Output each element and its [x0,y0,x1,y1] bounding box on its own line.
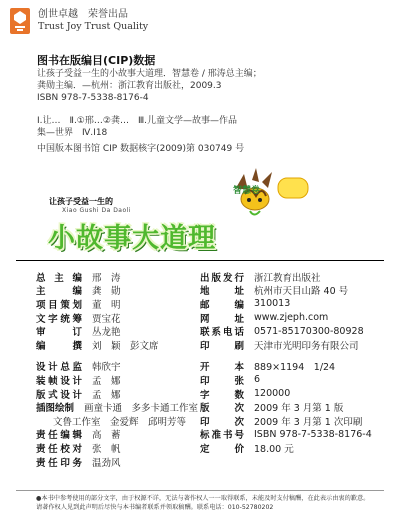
pubinfo-label: 联系电话 [200,327,244,339]
pubinfo-label: 网址 [200,313,244,325]
credit-role: 责任编辑 [36,430,82,442]
pubinfo-row [200,324,395,338]
publisher-slogan: 创世卓越 荣誉出品 [38,9,128,20]
credit-row [36,324,186,338]
credit-row [36,311,186,325]
publisher-tag [38,9,148,33]
credit-row [36,270,186,284]
credit-person: 丛龙艳 [92,327,121,339]
credit-person: 孟 娜 [92,375,121,387]
pubinfo-value: 杭州市天目山路 40 号 [254,286,349,298]
pubinfo-row [200,338,395,352]
credit-row [36,428,186,442]
pubinfo-label: 字数 [200,389,244,401]
pubinfo-value: ISBN 978-7-5338-8176-4 [254,428,372,440]
cip-record-number: 中国版本图书馆 CIP 数据核字(2009)第 030749 号 [37,144,245,155]
credit-role: 主编 [36,286,82,298]
credit-person: 温劲风 [92,457,121,469]
credit-person: 韩欣宇 [92,362,121,374]
cip-isbn: ISBN 978-7-5338-8176-4 [37,93,149,104]
credit-role: 项目策划 [36,299,82,311]
credit-row [36,400,199,415]
pubinfo-value: 310013 [254,298,291,310]
credit-role: 版式设计 [36,389,82,401]
pubinfo-row [200,373,395,387]
cip-line: 龚勋主编．—杭州：浙江教育出版社，2009.3 [37,81,222,92]
pubinfo-label: 邮编 [200,299,244,311]
credit-person: 董 明 [92,299,121,311]
pubinfo-label: 地址 [200,286,244,298]
notice-line: ●本书中参考使用的部分文字，由于权源不详，无法与著作权人一一取得联系，未能及时支付稿酬，在此表示由衷的歉意。 [36,495,370,502]
credit-row [36,338,186,352]
pubinfo-value: 0571-85170300-80928 [254,325,364,337]
pubinfo-label: 印刷 [200,340,244,352]
pubinfo-value: 2009 年 3 月第 1 次印刷 [254,416,363,428]
pubinfo-row [200,360,395,374]
credit-role: 文字统筹 [36,313,82,325]
credit-row [36,373,186,387]
pubinfo-row [200,311,395,325]
pubinfo-row [200,414,395,428]
cip-line: 让孩子受益一生的小故事大道理．智慧卷 / 邢涛总主编； [37,69,262,79]
pubinfo-value: 6 [254,374,261,386]
pubinfo-label: 版次 [200,403,244,415]
copyright-notice [36,494,386,512]
credit-row [36,455,186,469]
book-pinyin: Xiao Gushi Da Daoli [62,207,131,214]
pubinfo-row [200,400,395,414]
pubinfo-label: 印张 [200,375,244,387]
pubinfo-value: 浙江教育出版社 [254,272,321,284]
section-divider [16,260,384,261]
credit-role: 责任印务 [36,457,82,469]
credits-column [36,270,199,469]
credit-row [36,360,186,374]
credit-person: 刘 颖 彭文席 [92,340,159,352]
credit-person: 画童卡通 多多卡通工作室 [84,403,199,415]
pubinfo-label: 定价 [200,443,244,455]
pubinfo-row [200,270,395,284]
pubinfo-value: 18.00 元 [254,443,294,455]
pubinfo-value: 天津市光明印务有限公司 [254,340,359,352]
credit-row [36,441,186,455]
credit-person: 文鲁工作室 金爱辉 邱明芳等 [52,416,186,428]
cip-classification: 集—世界 Ⅳ.I18 [37,127,108,138]
cip-classification: Ⅰ.让… Ⅱ.①邢…②龚… Ⅲ.儿童文学—故事—作品 [37,115,238,126]
pubinfo-label: 开本 [200,362,244,374]
publication-info-column [200,270,395,455]
footer-divider [16,490,384,491]
credit-person: 龚 勋 [92,286,121,298]
pubinfo-value: 120000 [254,388,291,400]
pubinfo-label: 印次 [200,416,244,428]
book-subtitle: 让孩子受益一生的 [49,197,113,206]
credit-person: 高 蓄 [92,430,121,442]
credit-role: 编撰 [36,340,82,352]
notice-line: 请著作权人见到此声明后尽快与本书编者联系并领取稿酬。联系电话：010-52780202 [36,504,274,511]
pubinfo-value: www.zjeph.com [254,312,329,324]
pubinfo-row [200,284,395,298]
credit-row [36,284,186,298]
credit-row [36,297,186,311]
credit-role: 装帧设计 [36,375,82,387]
pubinfo-row [200,387,395,401]
credit-role: 总主编 [36,272,82,284]
credit-person: 孟 娜 [92,389,121,401]
pubinfo-label: 标准书号 [200,430,244,442]
pubinfo-row [200,297,395,311]
publisher-logo-icon [10,8,30,34]
credit-person: 贾宝花 [92,313,121,325]
pubinfo-value: 2009 年 3 月第 1 版 [254,403,344,415]
credit-role: 设计总监 [36,362,82,374]
credit-row [36,387,186,401]
pubinfo-label: 出版发行 [200,272,244,284]
cip-data [37,68,387,155]
pubinfo-row [200,441,395,455]
credit-row [36,414,186,428]
credit-role: 审订 [36,327,82,339]
volume-badge: 智慧卷 [233,186,261,196]
publisher-slogan-en: Trust Joy Trust Quality [38,21,149,32]
credit-role: 插图绘制 [36,403,75,415]
book-main-title: 小故事大道理 [48,223,216,254]
pubinfo-value: 889×1194 1/24 [254,362,336,374]
cip-heading: 图书在版编目(CIP)数据 [37,54,156,67]
pubinfo-row [200,428,395,442]
credit-role: 责任校对 [36,443,82,455]
credit-person: 张 帆 [92,443,121,455]
credit-person: 邢 涛 [92,272,121,284]
